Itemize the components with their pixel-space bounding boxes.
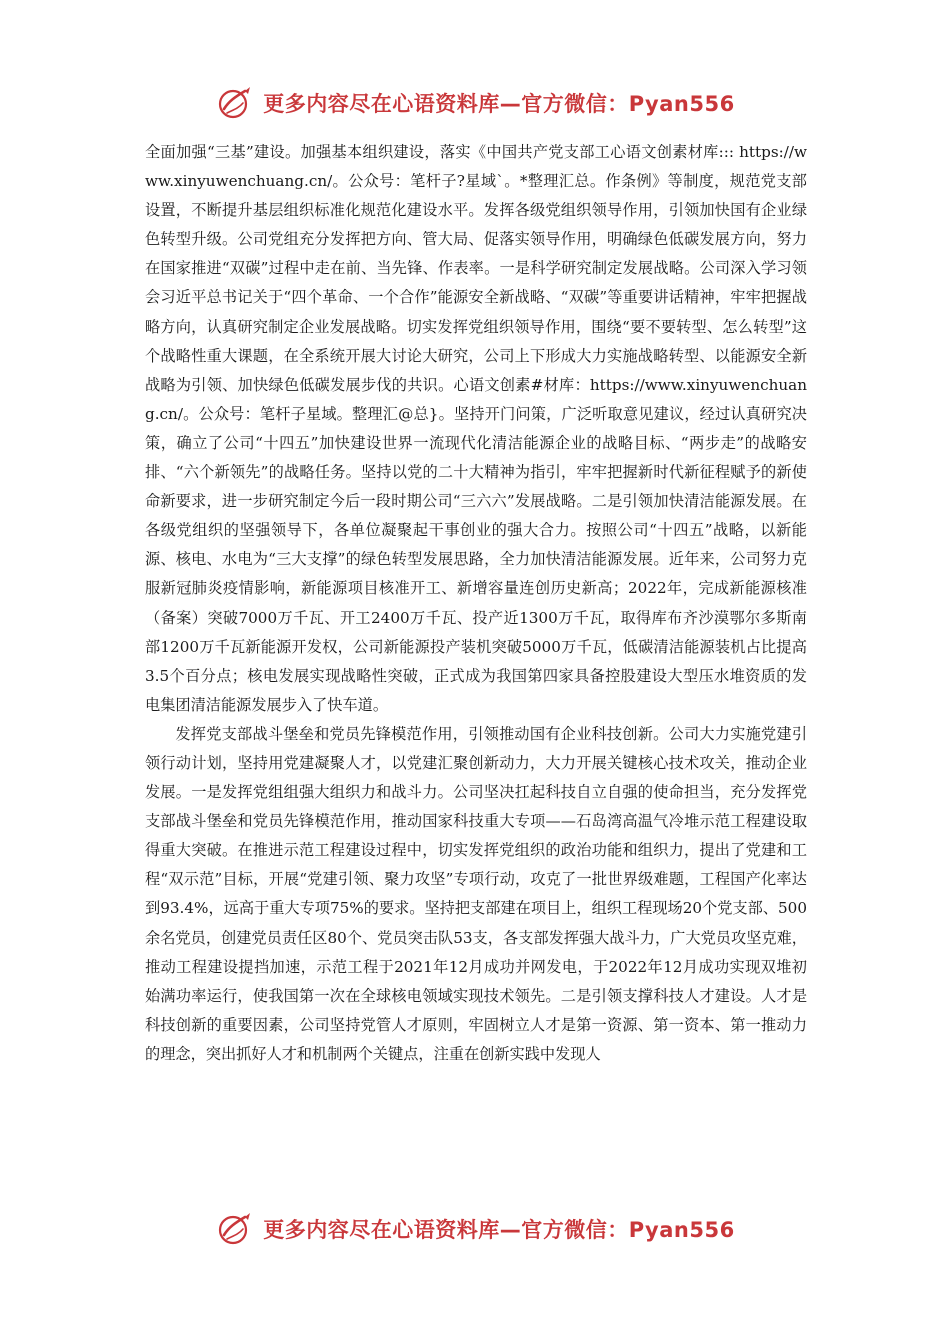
footer-banner-text: 更多内容尽在心语资料库—官方微信：Pyan556 (263, 1218, 735, 1242)
footer-banner (0, 1204, 950, 1254)
header-banner-text: 更多内容尽在心语资料库—官方微信：Pyan556 (263, 92, 735, 116)
paragraph-2: 发挥党支部战斗堡垒和党员先锋模范作用，引领推动国有企业科技创新。公司大力实施党建引领行动计划，坚持用党建凝聚人才，以党建汇聚创新动力，大力开展关键核心技术攻关，推动企业发展。一是发挥党组组强大组织力和战斗力。公司坚决扛起科技自立自强的使命担当，充分发挥党支部战斗堡垒和党员先锋模范作用，推动国家科技重大专项——石岛湾高温气冷堆示范工程建设取得重大突破。在推进示范工程建设过程中，切实发挥党组织的政治功能和组织力，提出了党建和工程“双示范”目标，开展“党建引领、聚力攻坚”专项行动，攻克了一批世界级难题，工程国产化率达到93.4%，远高于重大专项75%的要求。坚持把支部建在项目上，组织工程现场20个党支部、500余名党员，创建党员责任区80个、党员突击队53支，各支部发挥强大战斗力，广大党员攻坚克难，推动工程建设提挡加速，示范工程于2021年12月成功并网发电，于2022年12月成功实现双堆初始满功率运行，使我国第一次在全球核电领域实现技术领先。二是引领支撑科技人才建设。人才是科技创新的重要因素，公司坚持党管人才原则，牢固树立人才是第一资源、第一资本、第一推动力的理念，突出抓好人才和机制两个关键点，注重在创新实践中发现人 (145, 724, 807, 1063)
document-body (145, 138, 807, 1069)
pen-swirl-logo-icon (215, 83, 255, 123)
pen-swirl-logo-icon (215, 1209, 255, 1249)
header-banner (0, 78, 950, 128)
paragraph-1: 全面加强“三基”建设。加强基本组织建设，落实《中国共产党支部工心语文创素材库::: https://www.xinyuwenchuang.cn/。公众号：笔杆子?星域`。*整理汇总。作条例》等制度，规范党支部设置，不断提升基层组织标准化规范化建设水平。发挥各级党组织领导作用，引领加快国有企业绿色转型升级。公司党组充分发挥把方向、管大局、促落实领导作用，明确绿色低碳发展方向，努力在国家推进“双碳”过程中走在前、当先锋、作表率。一是科学研究制定发展战略。公司深入学习领会习近平总书记关于“四个革命、一个合作”能源安全新战略、“双碳”等重要讲话精神，牢牢把握战略方向，认真研究制定企业发展战略。切实发挥党组织领导作用，围绕“要不要转型、怎么转型”这个战略性重大课题，在全系统开展大讨论大研究，公司上下形成大力实施战略转型、以能源安全新战略为引领、加快绿色低碳发展步伐的共识。心语文创素#材库：https://www.xinyuwenchuang.cn/。公众号：笔杆子星域。整理汇@总}。坚持开门问策，广泛听取意见建议，经过认真研究决策，确立了公司“十四五”加快建设世界一流现代化清洁能源企业的战略目标、“两步走”的战略安排、“六个新领先”的战略任务。坚持以党的二十大精神为指引，牢牢把握新时代新征程赋予的新使命新要求，进一步研究制定今后一段时期公司“三六六”发展战略。二是引领加快清洁能源发展。在各级党组织的坚强领导下，各单位凝聚起干事创业的强大合力。按照公司“十四五”战略，以新能源、核电、水电为“三大支撑”的绿色转型发展思路，全力加快清洁能源发展。近年来，公司努力克服新冠肺炎疫情影响，新能源项目核准开工、新增容量连创历史新高；2022年，完成新能源核准（备案）突破7000万千瓦、开工2400万千瓦、投产近1300万千瓦，取得库布齐沙漠鄂尔多斯南部1200万千瓦新能源开发权，公司新能源投产装机突破5000万千瓦，低碳清洁能源装机占比提高3.5个百分点；核电发展实现战略性突破，正式成为我国第四家具备控股建设大型压水堆资质的发电集团清洁能源发展步入了快车道。 (145, 143, 807, 714)
